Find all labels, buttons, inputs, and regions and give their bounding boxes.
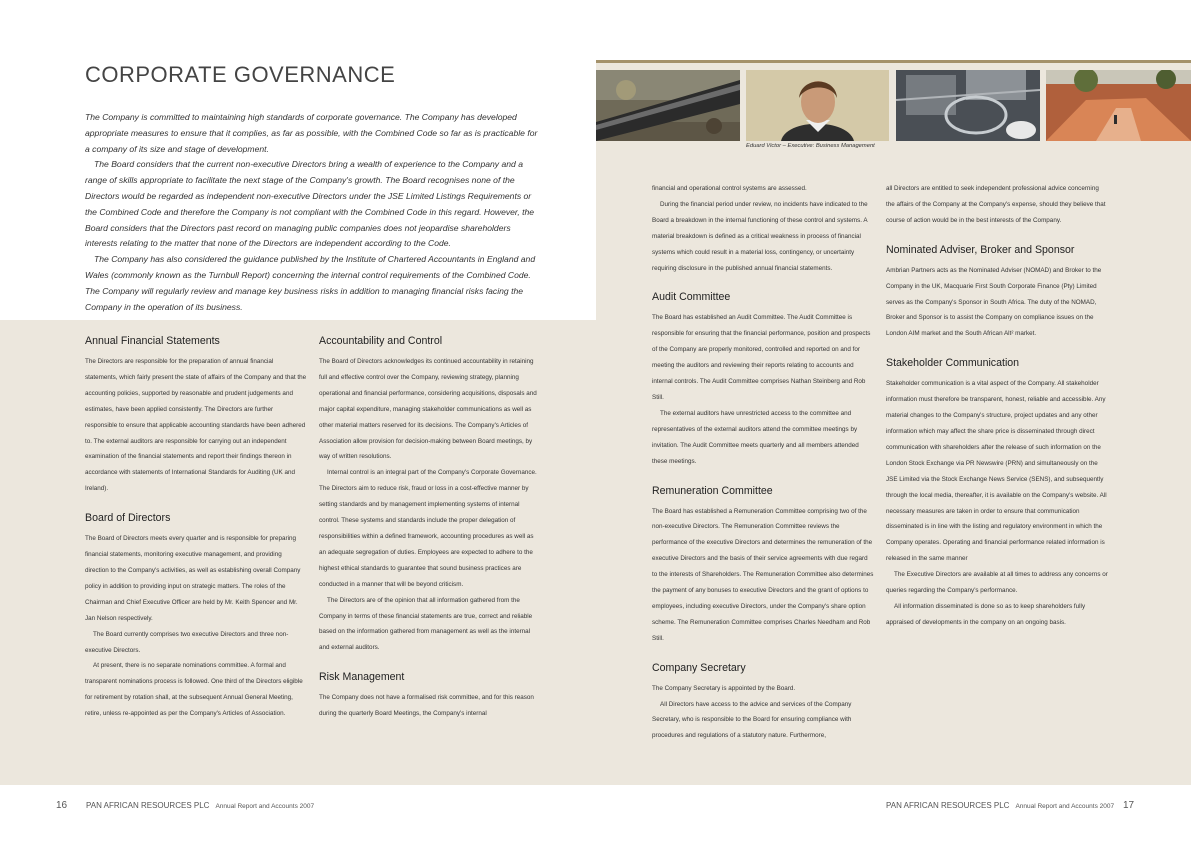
page-number-right: 17: [1123, 800, 1135, 811]
paragraph: The external auditors have unrestricted access to the committee and representatives of the external auditors attend the committee meetings by invitation. The Audit Committee meets quarterly and all members attended these meetings.: [652, 409, 859, 465]
paragraph: The Board has established an Audit Committee. The Audit Committee is responsible for ensuring that the financial performance, position and prospects of the Company are properly monitored, controlled and reported on and for meeting the auditors and reviewing their reports relating to accounts and internal controls. The Audit Committee comprises Nathan Steinberg and Rob Still.: [652, 314, 871, 401]
paragraph: The Company Secretary is appointed by the Board.: [652, 684, 796, 692]
paragraph: all Directors are entitled to seek independent professional advice concerning the affairs of the Company at the Company's expense, should they believe that course of action would be in the best interests of the Company.: [886, 185, 1106, 224]
paragraph: The Board of Directors acknowledges its continued accountability in retaining full and effective control over the Company, reviewing strategy, planning operational and financial performance, considering acquisitions, disposals and major capital expenditure, managing stakeholder communications as well as other material matters reserved for its decisions. The Company's Articles of Association allow provision for decision-making between Board meetings, by way of written resolutions.: [319, 358, 537, 461]
footer-right: [886, 801, 1114, 810]
column-2: [319, 334, 541, 722]
heading-risk-management: Risk Management: [319, 671, 405, 684]
paragraph: Internal control is an integral part of the Company's Corporate Governance. The Directors aim to reduce risk, fraud or loss in a cost-effective manner by setting standards and by management implementing systems of internal control. These systems and standards include the proper delegation of responsibilities within a defined framework, accounting procedures as well as an adequate segregation of duties. Employees are expected to adhere to the highest ethical standards to guarantee that sound business practices are conducted in a manner that will be beyond criticism.: [319, 469, 537, 588]
photo-caption: Eduard Victor – Executive: Business Management: [746, 143, 875, 149]
photo-portrait: [746, 70, 889, 141]
paragraph: The Directors are responsible for the preparation of annual financial statements, which fairly present the state of affairs of the Company and that the accounting policies, supported by reasonable and prudent judgements and estimates, have been applied consistently. The Directors are further responsible to ensure that applicable accounting standards have been adhered to. The external auditors are responsible for carrying out an independent examination of the financial statements and report their findings thereon in accordance with statements of International Standards for Auditing (UK and Ireland).: [85, 358, 307, 493]
paragraph: The Company does not have a formalised risk committee, and for this reason during the quarterly Board Meetings, the Company's internal: [319, 694, 534, 718]
paragraph: The Board currently comprises two executive Directors and three non-executive Directors.: [85, 630, 289, 654]
heading-audit-committee: Audit Committee: [652, 291, 731, 304]
top-rule: [596, 60, 1191, 63]
heading-company-secretary: Company Secretary: [652, 661, 746, 674]
paragraph: The Executive Directors are available at all times to address any concerns or queries regarding the Company's performance.: [886, 571, 1108, 595]
footer-company: PAN AFRICAN RESOURCES PLC: [886, 801, 1010, 810]
paragraph: Stakeholder communication is a vital aspect of the Company. All stakeholder information must therefore be transparent, honest, reliable and accessible. Any material changes to the Company's structure, project updates and any other information which may affect the share price is disseminated through direct communication with shareholders after the release of such information on the London Stock Exchange via PR Newswire (PRN) and simultaneously on the JSE Limited via the Stock Exchange News Service (SENS), and subsequently through the local media, thereafter, it is available on the Company's website. All necessary measures are taken in order to ensure that communication disseminated is in line with the listing and regulatory environment in which the Company operates. Operating and financial performance related information is released in the same manner: [886, 380, 1107, 563]
footer-company: PAN AFRICAN RESOURCES PLC: [86, 801, 210, 810]
intro-paragraph: The Company has also considered the guidance published by the Institute of Chartered Accountants in England and Wales (commonly known as the Turnbull Report) concerning the internal control requirements of the Combined Code. The Company will regularly review and manage key business risks in addition to managing financial risks facing the Company in the operation of its business.: [85, 254, 536, 312]
paragraph: At present, there is no separate nominations committee. A formal and transparent nominations process is followed. One third of the Directors eligible for retirement by rotation shall, at the subsequent Annual General Meeting, retire, unless re-appointed as per the Company's Articles of Association.: [85, 662, 303, 718]
footer-publication: Annual Report and Accounts 2007: [215, 803, 315, 810]
heading-accountability-and-control: Accountability and Control: [319, 335, 443, 347]
photo-quarry: [1046, 70, 1191, 141]
heading-nominated-adviser: Nominated Adviser, Broker and Sponsor: [886, 243, 1075, 256]
intro-paragraph: The Board considers that the current non-executive Directors bring a wealth of experience to the Company and a range of skills appropriate to facilitate the next stage of the Company's growth. The Board recognises none of the Directors would be regarded as independent non-executive Directors under the JSE Limited Listings Requirements or the Combined Code and therefore the Company is not compliant with the Combined Code in this regard. However, the Board considers that the Directors past record on managing public companies does not jeopardise shareholders interests relating to the matter that none of the Directors are independent according to the Code.: [85, 159, 535, 249]
heading-annual-financial-statements: Annual Financial Statements: [85, 335, 220, 347]
paragraph: During the financial period under review, no incidents have indicated to the Board a breakdown in the internal functioning of these control and systems. A material breakdown is defined as a critical weakness in process of financial systems which could result in a material loss, contingency, or uncertainty requiring disclosure in the published annual financial statements.: [652, 200, 868, 272]
paragraph: financial and operational control systems are assessed.: [652, 185, 807, 192]
paragraph: The Directors are of the opinion that all information gathered from the Company in terms of these financial statements are true, correct and reliable based on the information gathered from management as well as the internal and external auditors.: [319, 596, 533, 652]
paragraph: The Board has established a Remuneration Committee comprising two of the non-executive Directors. The Remuneration Committee reviews the performance of the executive Directors and determines the remuneration of the executive Directors and the basis of their service agreements with due regard to the interests of Shareholders. The Remuneration Committee also determines the payment of any bonuses to executive Directors and the grant of options to employees, including executive Directors, under the Company's share option scheme. The Remuneration Committee comprises Charles Needham and Rob Still.: [652, 507, 874, 642]
footer-left: [86, 801, 314, 810]
footer-publication: Annual Report and Accounts 2007: [1015, 803, 1115, 810]
paragraph: All information disseminated is done so as to keep shareholders fully appraised of developments in the company on an ongoing basis.: [886, 602, 1086, 626]
page-title: CORPORATE GOVERNANCE: [85, 62, 396, 87]
intro-text: [85, 110, 540, 315]
heading-stakeholder-communication: Stakeholder Communication: [886, 357, 1020, 370]
heading-board-of-directors: Board of Directors: [85, 512, 171, 525]
column-4: [886, 181, 1108, 631]
column-3: [652, 181, 874, 744]
photo-pipe: [596, 70, 740, 141]
photo-machinery: [896, 70, 1040, 141]
paragraph: The Board of Directors meets every quarter and is responsible for preparing financial statements, monitoring executive management, and providing direction to the Company's activities, as well as establishing overall Company policy in addition to providing input on strategic matters. The roles of the Chairman and Chief Executive Officer are held by Mr. Keith Spencer and Mr. Jan Nelson respectively.: [85, 535, 301, 622]
intro-paragraph: The Company is committed to maintaining high standards of corporate governance. The Company has developed appropriate measures to ensure that it complies, as far as possible, with the Combined Code so far as is practicable for a company of its size and stage of development.: [85, 112, 538, 154]
paragraph: All Directors have access to the advice and services of the Company Secretary, who is responsible to the Board for ensuring compliance with procedures and regulations of a statutory nature. Furthermore,: [652, 700, 852, 740]
page-number-left: 16: [56, 800, 68, 811]
heading-remuneration-committee: Remuneration Committee: [652, 484, 773, 497]
paragraph: Ambrian Partners acts as the Nominated Adviser (NOMAD) and Broker to the Company in the UK, Macquarie First South Corporate Finance (Pty) Limited serves as the Company's Sponsor in South Africa. The duty of the NOMAD, Broker and Sponsor is to assist the Company on compliance issues on the London AIM market and the South African Alt² market.: [886, 266, 1102, 338]
column-1: [85, 334, 307, 722]
